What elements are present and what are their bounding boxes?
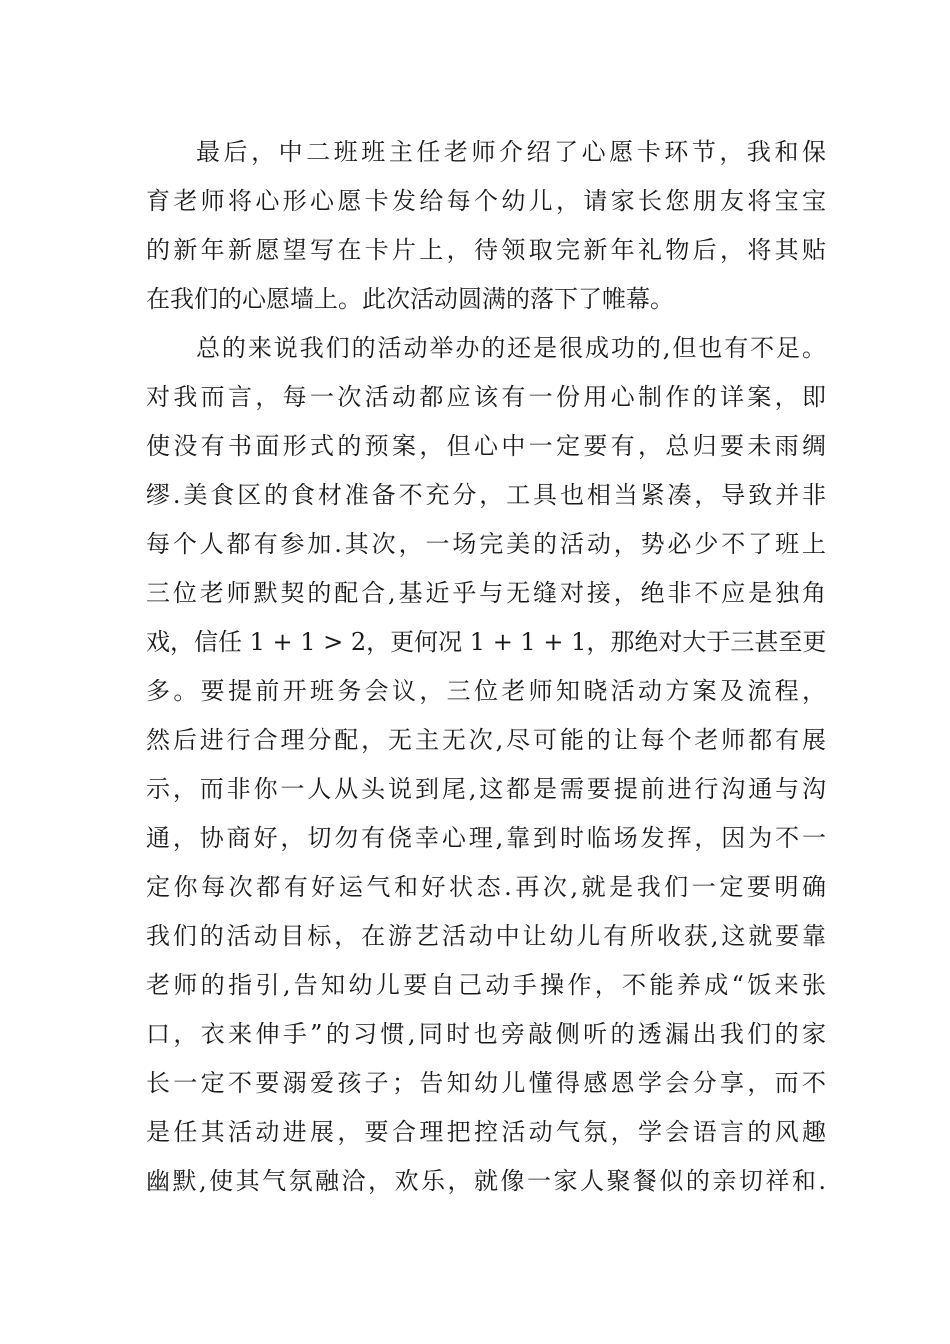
- paragraph-line: 缪.美食区的食材准备不充分，工具也相当紧凑，导致并非: [146, 481, 826, 509]
- paragraph-line: 最后，中二班班主任老师介绍了心愿卡环节，我和保: [196, 138, 826, 166]
- paragraph-line: 长一定不要溺爱孩子；告知幼儿懂得感恩学会分享，而不: [146, 1069, 826, 1097]
- paragraph-line: 三位老师默契的配合,基近乎与无缝对接，绝非不应是独角: [146, 579, 826, 607]
- paragraph-line: 幽默,使其气氛融洽，欢乐，就像一家人聚餐似的亲切祥和.: [146, 1167, 826, 1195]
- paragraph-line: 对我而言，每一次活动都应该有一份用心制作的详案，即: [146, 383, 826, 411]
- paragraph-line: 通，协商好，切勿有侥幸心理,靠到时临场发挥，因为不一: [146, 824, 826, 852]
- paragraph-line: 的新年新愿望写在卡片上，待领取完新年礼物后，将其贴: [146, 236, 826, 264]
- paragraph-line: 口，衣来伸手”的习惯,同时也旁敲侧听的透漏出我们的家: [146, 1020, 826, 1048]
- paragraph-line: 总的来说我们的活动举办的还是很成功的,但也有不足。: [196, 334, 826, 362]
- paragraph-line: 在我们的心愿墙上。此次活动圆满的落下了帷幕。: [146, 285, 674, 313]
- paragraph-line: 是任其活动进展，要合理把控活动气氛，学会语言的风趣: [146, 1118, 826, 1146]
- paragraph-line: 然后进行合理分配，无主无次,尽可能的让每个老师都有展: [146, 726, 826, 754]
- paragraph-line: 戏，信任 1 + 1 > 2，更何况 1 + 1 + 1，那绝对大于三甚至更: [146, 628, 827, 656]
- paragraph-line: 定你每次都有好运气和好状态.再次,就是我们一定要明确: [146, 873, 826, 901]
- paragraph-line: 我们的活动目标，在游艺活动中让幼儿有所收获,这就要靠: [146, 922, 826, 950]
- paragraph-line: 每个人都有参加.其次，一场完美的活动，势必少不了班上: [146, 530, 826, 558]
- paragraph-line: 育老师将心形心愿卡发给每个幼儿，请家长您朋友将宝宝: [146, 187, 826, 215]
- paragraph-line: 示，而非你一人从头说到尾,这都是需要提前进行沟通与沟: [146, 775, 826, 803]
- paragraph-line: 多。要提前开班务会议，三位老师知晓活动方案及流程，: [146, 677, 826, 705]
- paragraph-line: 使没有书面形式的预案，但心中一定要有，总归要未雨绸: [146, 432, 826, 460]
- paragraph-line: 老师的指引,告知幼儿要自己动手操作，不能养成“饭来张: [146, 971, 826, 999]
